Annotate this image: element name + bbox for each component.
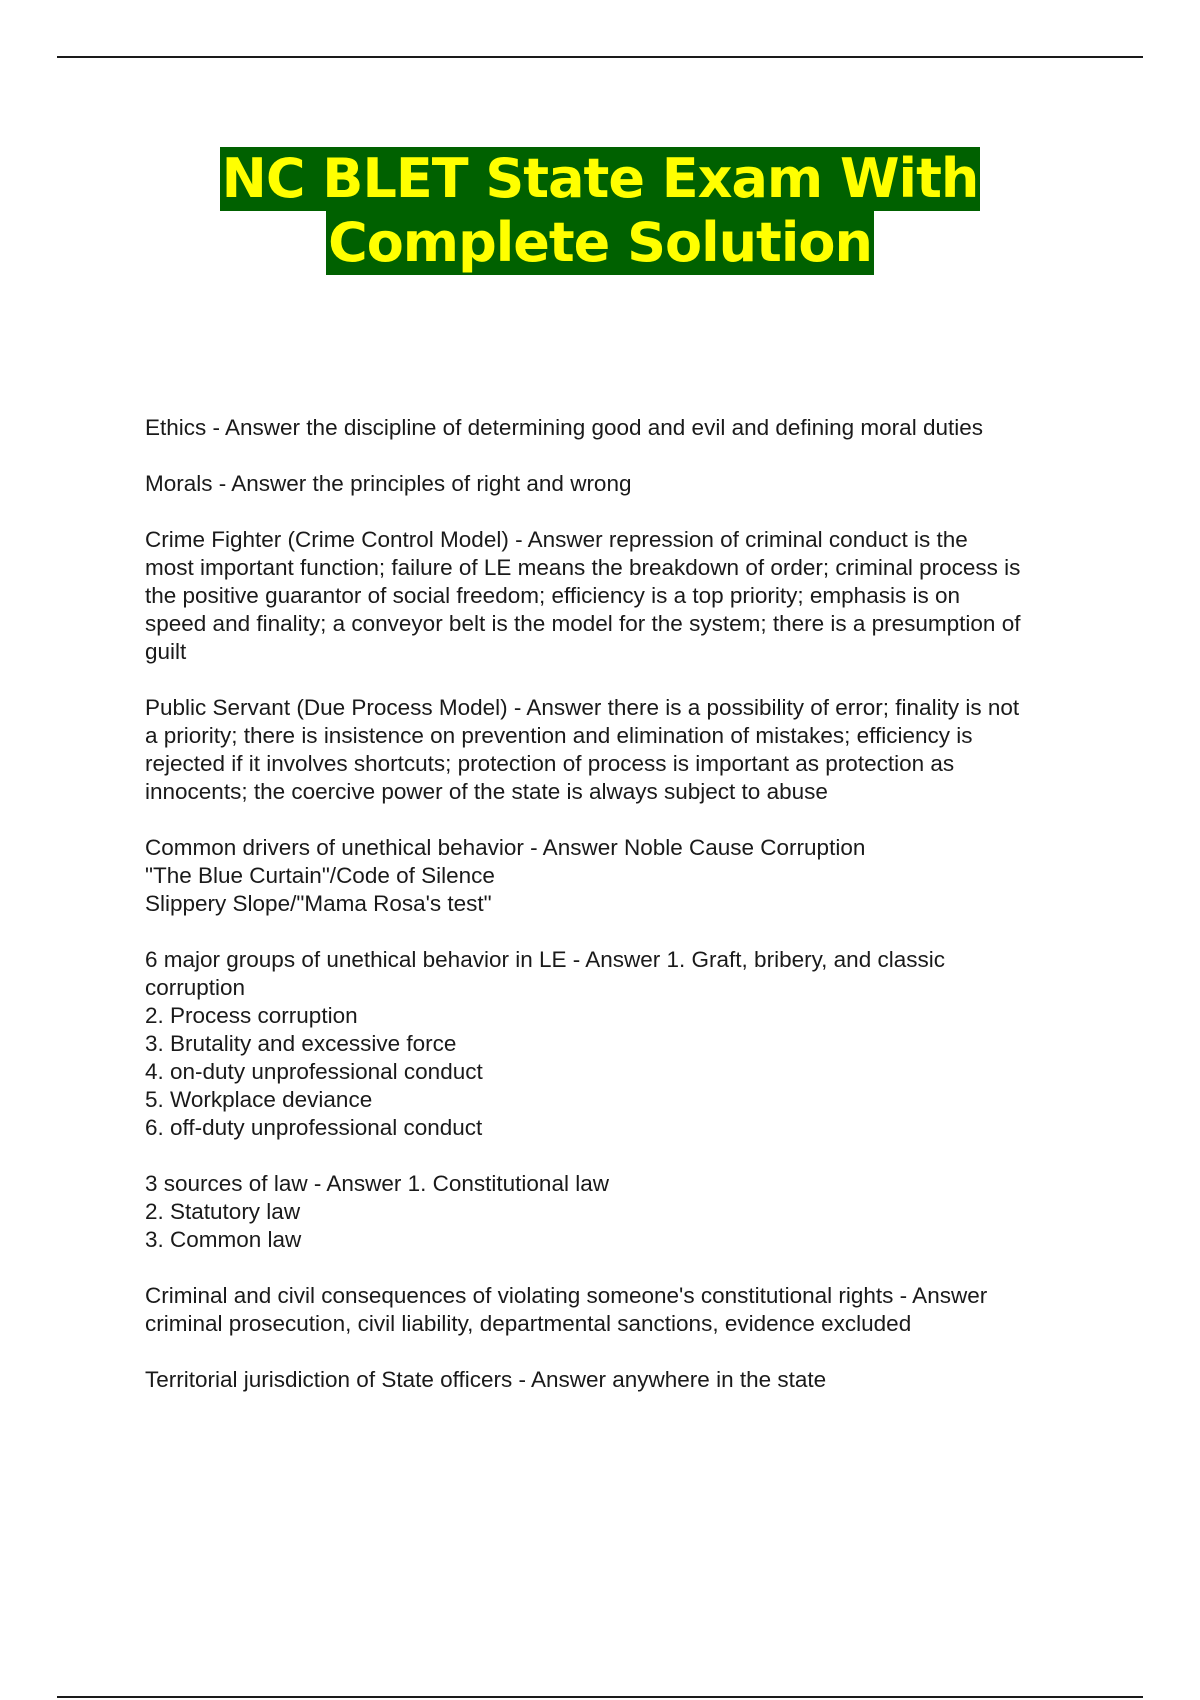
qa-line: guilt	[145, 639, 187, 664]
qa-entry-crime-fighter	[145, 526, 1095, 666]
qa-entry-consequences	[145, 1282, 1095, 1338]
qa-entry-ethics	[145, 414, 1095, 442]
page-top-rule	[57, 56, 1143, 58]
qa-line: 3. Brutality and excessive force	[145, 1031, 457, 1056]
qa-line: 5. Workplace deviance	[145, 1087, 373, 1112]
qa-line: Slippery Slope/"Mama Rosa's test"	[145, 891, 492, 916]
qa-entry-morals	[145, 470, 1095, 498]
qa-line: Crime Fighter (Crime Control Model) - Answer repression of criminal conduct is the	[145, 527, 968, 552]
qa-line: Territorial jurisdiction of State officers - Answer anywhere in the state	[145, 1367, 827, 1392]
qa-line: most important function; failure of LE means the breakdown of order; criminal process is	[145, 555, 1021, 580]
qa-line: the positive guarantor of social freedom; efficiency is a top priority; emphasis is on	[145, 583, 960, 608]
qa-content	[145, 414, 1095, 1422]
qa-line: Morals - Answer the principles of right and wrong	[145, 471, 632, 496]
qa-line: 6 major groups of unethical behavior in LE - Answer 1. Graft, bribery, and classic	[145, 947, 945, 972]
qa-line: Ethics - Answer the discipline of determining good and evil and defining moral duties	[145, 415, 983, 440]
qa-line: criminal prosecution, civil liability, departmental sanctions, evidence excluded	[145, 1311, 912, 1336]
qa-entry-sources-of-law	[145, 1170, 1095, 1254]
qa-line: 4. on-duty unprofessional conduct	[145, 1059, 483, 1084]
qa-line: Public Servant (Due Process Model) - Answer there is a possibility of error; finality is not	[145, 695, 1020, 720]
qa-line: rejected if it involves shortcuts; protection of process is important as protection as	[145, 751, 955, 776]
title-line-1: NC BLET State Exam With	[221, 147, 979, 210]
qa-line: Criminal and civil consequences of violating someone's constitutional rights - Answer	[145, 1283, 988, 1308]
qa-entry-jurisdiction	[145, 1366, 1095, 1394]
qa-entry-unethical-groups	[145, 946, 1095, 1142]
page-bottom-rule	[57, 1696, 1143, 1698]
qa-line: "The Blue Curtain"/Code of Silence	[145, 863, 495, 888]
qa-line: 2. Process corruption	[145, 1003, 358, 1028]
qa-line: Common drivers of unethical behavior - Answer Noble Cause Corruption	[145, 835, 866, 860]
qa-line: 3. Common law	[145, 1227, 302, 1252]
qa-entry-unethical-drivers	[145, 834, 1095, 918]
qa-entry-public-servant	[145, 694, 1095, 806]
document-title	[0, 147, 1200, 275]
qa-line: speed and finality; a conveyor belt is the model for the system; there is a presumption of	[145, 611, 1021, 636]
qa-line: innocents; the coercive power of the state is always subject to abuse	[145, 779, 828, 804]
title-line-2: Complete Solution	[328, 211, 872, 274]
qa-line: 6. off-duty unprofessional conduct	[145, 1115, 483, 1140]
qa-line: a priority; there is insistence on prevention and elimination of mistakes; efficiency is	[145, 723, 973, 748]
qa-line: 3 sources of law - Answer 1. Constitutional law	[145, 1171, 609, 1196]
qa-line: 2. Statutory law	[145, 1199, 301, 1224]
qa-line: corruption	[145, 975, 246, 1000]
